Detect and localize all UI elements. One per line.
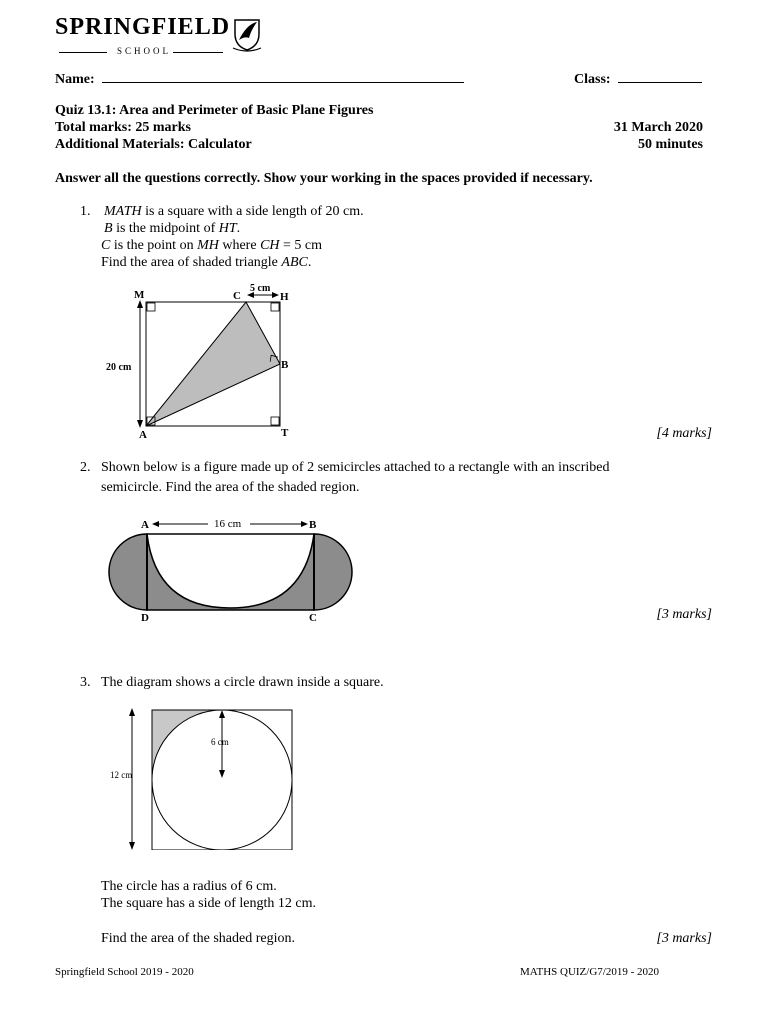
instructions: Answer all the questions correctly. Show your working in the spaces provided if necessary.: [55, 171, 593, 186]
school-sub: SCHOOL: [117, 46, 172, 56]
q2-label-d: D: [141, 612, 149, 624]
q2-label-c: C: [309, 612, 317, 624]
school-logo: [55, 12, 275, 56]
crest-icon: [227, 14, 267, 54]
q3-number: 3.: [80, 675, 91, 690]
q1-right-angle-h: [271, 303, 279, 311]
q2-line1: Shown below is a figure made up of 2 semicircles attached to a rectangle with an inscribed: [101, 460, 610, 475]
q2-left-semicircle: [109, 534, 147, 610]
q1-label-m: M: [134, 289, 145, 301]
class-label: Class:: [574, 72, 611, 87]
quiz-date: 31 March 2020: [613, 120, 703, 135]
q2-label-b: B: [309, 519, 317, 531]
q1-ch-label: 5 cm: [250, 283, 271, 294]
total-marks: Total marks: 25 marks: [55, 120, 191, 135]
logo-underline-left: [59, 52, 107, 53]
name-label: Name:: [55, 72, 95, 87]
q3-diagram: [110, 700, 300, 850]
q1-line4: Find the area of shaded triangle ABC.: [101, 255, 312, 270]
duration: 50 minutes: [638, 137, 703, 152]
q2-diagram: [100, 512, 364, 626]
q3-line2: The circle has a radius of 6 cm.: [101, 879, 277, 894]
q1-line2: B is the midpoint of HT.: [104, 221, 241, 236]
q2-ab-label: 16 cm: [214, 518, 242, 530]
name-line[interactable]: [102, 69, 464, 83]
q2-line2: semicircle. Find the area of the shaded region.: [101, 480, 360, 495]
q3-radius-label: 6 cm: [211, 737, 229, 747]
class-line[interactable]: [618, 69, 702, 83]
footer-left: Springfield School 2019 - 2020: [55, 966, 194, 978]
q1-right-angle-m: [147, 303, 155, 311]
q1-label-c: C: [233, 290, 241, 302]
q3-side-label: 12 cm: [110, 770, 133, 780]
q1-line1: MATH is a square with a side length of 20 cm.: [104, 204, 364, 219]
q1-right-angle-t: [271, 417, 279, 425]
q3-marks: [3 marks]: [656, 931, 712, 946]
q2-label-a: A: [141, 519, 149, 531]
q1-diagram: [100, 280, 300, 442]
q3-line1: The diagram shows a circle drawn inside a square.: [101, 675, 384, 690]
q2-number: 2.: [80, 460, 91, 475]
q1-line3: C is the point on MH where CH = 5 cm: [101, 238, 323, 253]
logo-underline-right: [173, 52, 223, 53]
materials: Additional Materials: Calculator: [55, 137, 252, 152]
q3-line4: Find the area of the shaded region.: [101, 931, 295, 946]
q2-shaded-region: [147, 534, 314, 610]
q1-marks: [4 marks]: [656, 426, 712, 441]
footer-right: MATHS QUIZ/G7/2019 - 2020: [519, 966, 659, 978]
q1-side-label: 20 cm: [106, 362, 132, 373]
school-name: SPRINGFIELD: [55, 14, 231, 40]
q1-shaded-triangle: [146, 302, 280, 426]
q1-label-b: B: [281, 359, 289, 371]
q1-label-a: A: [139, 429, 147, 441]
q3-line3: The square has a side of length 12 cm.: [101, 896, 316, 911]
class-field[interactable]: [574, 69, 702, 88]
q1-label-t: T: [281, 427, 289, 439]
q2-marks: [3 marks]: [656, 607, 712, 622]
q1-label-h: H: [280, 291, 289, 303]
name-field[interactable]: [55, 69, 464, 88]
q2-right-semicircle: [314, 534, 352, 610]
quiz-title: Quiz 13.1: Area and Perimeter of Basic Plane Figures: [55, 103, 374, 118]
q1-number: 1.: [80, 204, 91, 219]
